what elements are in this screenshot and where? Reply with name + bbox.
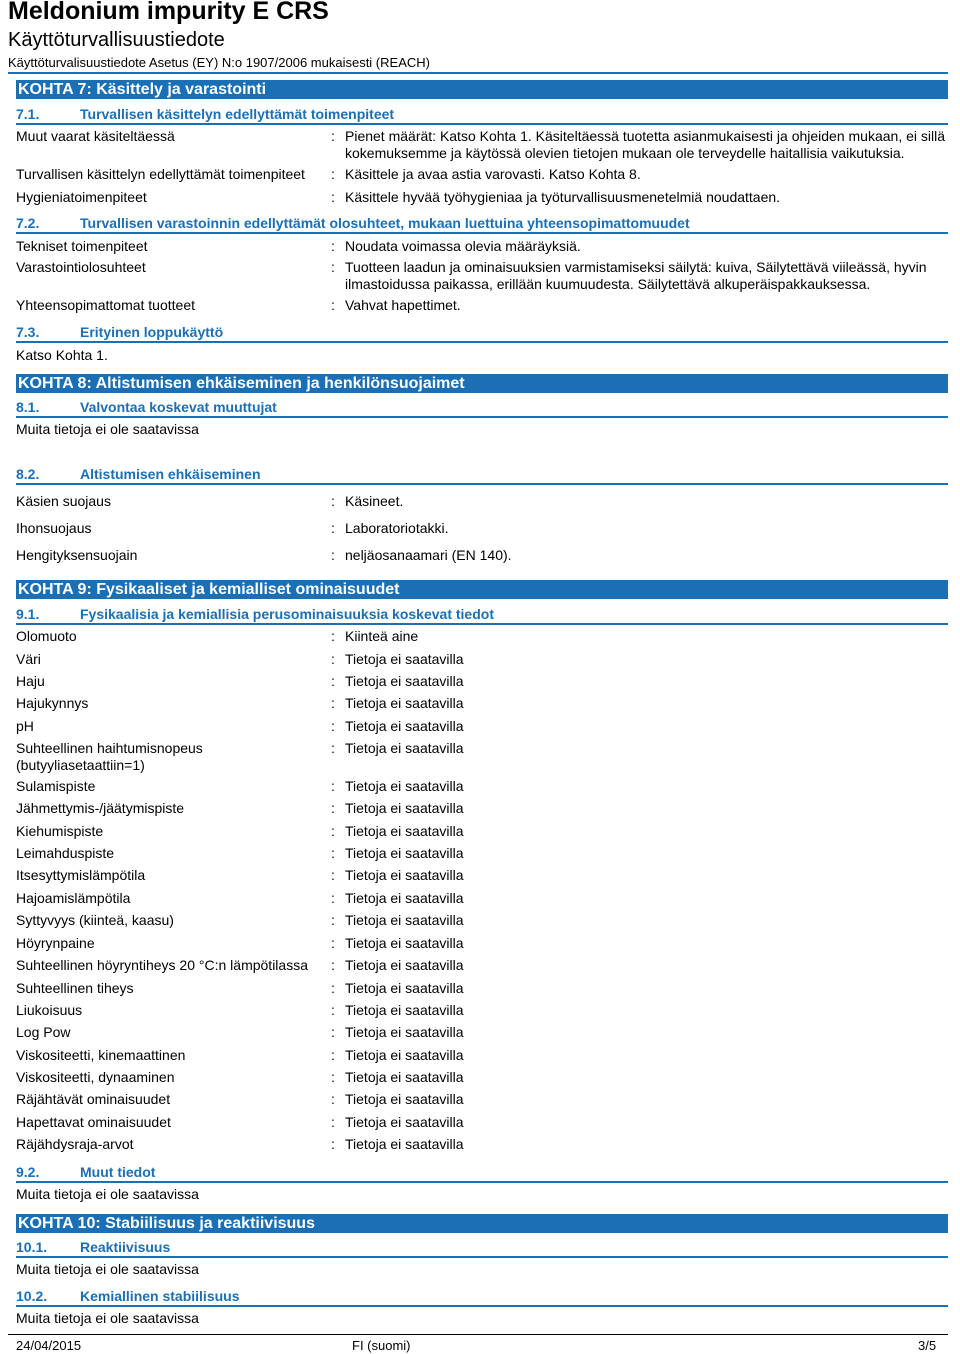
field-label: Yhteensopimattomat tuotteet xyxy=(16,297,195,313)
field-value: neljäosanaamari (EN 140). xyxy=(345,547,512,563)
property-label: Suhteellinen tiheys xyxy=(16,980,134,996)
regulation-note: Käyttöturvalisuustiedote Asetus (EY) N:o 1907/2006 mukaisesti (REACH) xyxy=(8,55,430,70)
property-label: Jähmettymis-/jäätymispiste xyxy=(16,800,185,816)
footer-date: 24/04/2015 xyxy=(16,1338,82,1353)
field-label: Käsien suojaus xyxy=(16,493,111,509)
colon-separator: : xyxy=(331,800,335,816)
property-value: Tietoja ei saatavilla xyxy=(345,935,464,951)
colon-separator: : xyxy=(331,259,335,275)
property-value: Tietoja ei saatavilla xyxy=(345,867,464,883)
field-value: Noudata voimassa olevia määräyksiä. xyxy=(345,238,581,254)
document-subtitle: Käyttöturvallisuustiedote xyxy=(8,29,225,51)
subsection-10-2 xyxy=(16,1288,948,1307)
subsection-8-2 xyxy=(16,466,948,485)
subsection-title: Reaktiivisuus xyxy=(80,1239,171,1255)
property-value: Tietoja ei saatavilla xyxy=(345,823,464,839)
body-text: Katso Kohta 1. xyxy=(16,347,108,363)
section-10-header: KOHTA 10: Stabiilisuus ja reaktiivisuus xyxy=(16,1214,948,1233)
property-value: Tietoja ei saatavilla xyxy=(345,1069,464,1085)
field-label: Tekniset toimenpiteet xyxy=(16,238,148,254)
field-label: Muut vaarat käsiteltäessä xyxy=(16,128,175,144)
field-value: Käsittele hyvää työhygieniaa ja työturvallisuusmenetelmiä noudattaen. xyxy=(345,189,781,205)
property-label: Suhteellinen höyryntiheys 20 °C:n lämpötilassa xyxy=(16,957,308,973)
property-label: Höyrynpaine xyxy=(16,935,95,951)
property-value: Tietoja ei saatavilla xyxy=(345,718,464,734)
colon-separator: : xyxy=(331,1069,335,1085)
subsection-title: Muut tiedot xyxy=(80,1164,156,1180)
field-value: Käsittele ja avaa astia varovasti. Katso Kohta 8. xyxy=(345,166,641,182)
property-value: Tietoja ei saatavilla xyxy=(345,1024,464,1040)
section-8-header: KOHTA 8: Altistumisen ehkäiseminen ja henkilönsuojaimet xyxy=(16,374,948,393)
subsection-number: 10.1. xyxy=(16,1239,48,1255)
property-label: Olomuoto xyxy=(16,628,77,644)
colon-separator: : xyxy=(331,547,335,563)
body-text: Muita tietoja ei ole saatavissa xyxy=(16,1310,199,1326)
field-label: Hygieniatoimenpiteet xyxy=(16,189,147,205)
colon-separator: : xyxy=(331,912,335,928)
property-value: Tietoja ei saatavilla xyxy=(345,957,464,973)
property-label-continued: (butyyliasetaattiin=1) xyxy=(16,757,145,773)
footer-divider xyxy=(8,1334,948,1335)
body-text: Muita tietoja ei ole saatavissa xyxy=(16,1261,199,1277)
colon-separator: : xyxy=(331,1024,335,1040)
colon-separator: : xyxy=(331,890,335,906)
subsection-title: Kemiallinen stabiilisuus xyxy=(80,1288,240,1304)
property-label: pH xyxy=(16,718,34,734)
property-label: Liukoisuus xyxy=(16,1002,83,1018)
colon-separator: : xyxy=(331,189,335,205)
colon-separator: : xyxy=(331,493,335,509)
property-label: Hajukynnys xyxy=(16,695,89,711)
body-text: Muita tietoja ei ole saatavissa xyxy=(16,421,199,437)
colon-separator: : xyxy=(331,238,335,254)
property-value: Tietoja ei saatavilla xyxy=(345,673,464,689)
colon-separator: : xyxy=(331,128,335,144)
property-value: Tietoja ei saatavilla xyxy=(345,778,464,794)
subsection-10-1 xyxy=(16,1239,948,1258)
colon-separator: : xyxy=(331,823,335,839)
subsection-7-2 xyxy=(16,215,948,234)
field-value: Vahvat hapettimet. xyxy=(345,297,461,313)
field-label: Hengityksensuojain xyxy=(16,547,138,563)
property-label: Leimahduspiste xyxy=(16,845,115,861)
subsection-7-3 xyxy=(16,324,948,343)
subsection-number: 8.2. xyxy=(16,466,40,482)
footer-page-number: 3/5 xyxy=(918,1338,937,1353)
subsection-number: 7.3. xyxy=(16,324,40,340)
colon-separator: : xyxy=(331,1114,335,1130)
field-value: Laboratoriotakki. xyxy=(345,520,449,536)
subsection-7-1 xyxy=(16,106,948,125)
colon-separator: : xyxy=(331,628,335,644)
colon-separator: : xyxy=(331,695,335,711)
property-value: Tietoja ei saatavilla xyxy=(345,695,464,711)
subsection-number: 10.2. xyxy=(16,1288,48,1304)
colon-separator: : xyxy=(331,740,335,756)
colon-separator: : xyxy=(331,1002,335,1018)
colon-separator: : xyxy=(331,297,335,313)
property-value: Tietoja ei saatavilla xyxy=(345,1091,464,1107)
field-value: Käsineet. xyxy=(345,493,404,509)
field-label: Ihonsuojaus xyxy=(16,520,92,536)
property-value: Tietoja ei saatavilla xyxy=(345,1136,464,1152)
property-value: Tietoja ei saatavilla xyxy=(345,740,464,756)
subsection-number: 9.2. xyxy=(16,1164,40,1180)
property-value: Tietoja ei saatavilla xyxy=(345,1002,464,1018)
document-title: Meldonium impurity E CRS xyxy=(8,0,329,25)
colon-separator: : xyxy=(331,778,335,794)
field-value: Tuotteen laadun ja ominaisuuksien varmistamiseksi säilytä: kuiva, Säilytettävä viileässä, hyvin ilmastoidussa paikassa, erillään kuumuudesta. Säilytettävä alkuperäispakkauksessa. xyxy=(345,259,927,292)
property-value: Tietoja ei saatavilla xyxy=(345,1047,464,1063)
subsection-9-1 xyxy=(16,606,948,625)
property-label: Hajoamislämpötila xyxy=(16,890,131,906)
property-label: Itsesyttymislämpötila xyxy=(16,867,146,883)
property-value: Tietoja ei saatavilla xyxy=(345,800,464,816)
subsection-title: Erityinen loppukäyttö xyxy=(80,324,224,340)
colon-separator: : xyxy=(331,935,335,951)
property-value: Kiinteä aine xyxy=(345,628,419,644)
colon-separator: : xyxy=(331,1047,335,1063)
header-divider xyxy=(8,72,948,74)
property-label: Suhteellinen haihtumisnopeus xyxy=(16,740,203,756)
property-label: Viskositeetti, kinemaattinen xyxy=(16,1047,186,1063)
subsection-title: Altistumisen ehkäiseminen xyxy=(80,466,261,482)
colon-separator: : xyxy=(331,1091,335,1107)
subsection-title: Turvallisen käsittelyn edellyttämät toimenpiteet xyxy=(80,106,395,122)
body-text: Muita tietoja ei ole saatavissa xyxy=(16,1186,199,1202)
colon-separator: : xyxy=(331,980,335,996)
property-value: Tietoja ei saatavilla xyxy=(345,980,464,996)
property-label: Viskositeetti, dynaaminen xyxy=(16,1069,175,1085)
field-value: Pienet määrät: Katso Kohta 1. Käsiteltäessä tuotetta asianmukaisesti ja ohjeiden mukaan, ei sillä kokemuksemme ja käytössä olevien tietojen mukaan ole terveydelle haitallisia vaikutuksia. xyxy=(345,128,946,161)
property-label: Kiehumispiste xyxy=(16,823,104,839)
colon-separator: : xyxy=(331,957,335,973)
footer-language: FI (suomi) xyxy=(352,1338,411,1353)
property-label: Räjähtävät ominaisuudet xyxy=(16,1091,171,1107)
subsection-title: Fysikaalisia ja kemiallisia perusominaisuuksia koskevat tiedot xyxy=(80,606,494,622)
colon-separator: : xyxy=(331,166,335,182)
property-value: Tietoja ei saatavilla xyxy=(345,890,464,906)
property-label: Räjähdysraja-arvot xyxy=(16,1136,134,1152)
subsection-title: Turvallisen varastoinnin edellyttämät olosuhteet, mukaan luettuina yhteensopimattomuudet xyxy=(80,215,690,231)
field-label: Varastointiolosuhteet xyxy=(16,259,146,275)
subsection-9-2 xyxy=(16,1164,948,1183)
property-value: Tietoja ei saatavilla xyxy=(345,912,464,928)
subsection-8-1 xyxy=(16,399,948,418)
property-label: Hapettavat ominaisuudet xyxy=(16,1114,171,1130)
property-label: Haju xyxy=(16,673,45,689)
colon-separator: : xyxy=(331,867,335,883)
field-label: Turvallisen käsittelyn edellyttämät toimenpiteet xyxy=(16,166,305,182)
subsection-number: 8.1. xyxy=(16,399,40,415)
colon-separator: : xyxy=(331,1136,335,1152)
colon-separator: : xyxy=(331,845,335,861)
section-7-header: KOHTA 7: Käsittely ja varastointi xyxy=(16,80,948,99)
colon-separator: : xyxy=(331,718,335,734)
property-value: Tietoja ei saatavilla xyxy=(345,845,464,861)
subsection-title: Valvontaa koskevat muuttujat xyxy=(80,399,277,415)
subsection-number: 7.2. xyxy=(16,215,40,231)
property-label: Sulamispiste xyxy=(16,778,96,794)
property-label: Syttyvyys (kiinteä, kaasu) xyxy=(16,912,174,928)
colon-separator: : xyxy=(331,520,335,536)
colon-separator: : xyxy=(331,673,335,689)
section-9-header: KOHTA 9: Fysikaaliset ja kemialliset ominaisuudet xyxy=(16,580,948,599)
colon-separator: : xyxy=(331,651,335,667)
property-label: Log Pow xyxy=(16,1024,71,1040)
subsection-number: 7.1. xyxy=(16,106,40,122)
property-label: Väri xyxy=(16,651,41,667)
subsection-number: 9.1. xyxy=(16,606,40,622)
property-value: Tietoja ei saatavilla xyxy=(345,1114,464,1130)
property-value: Tietoja ei saatavilla xyxy=(345,651,464,667)
